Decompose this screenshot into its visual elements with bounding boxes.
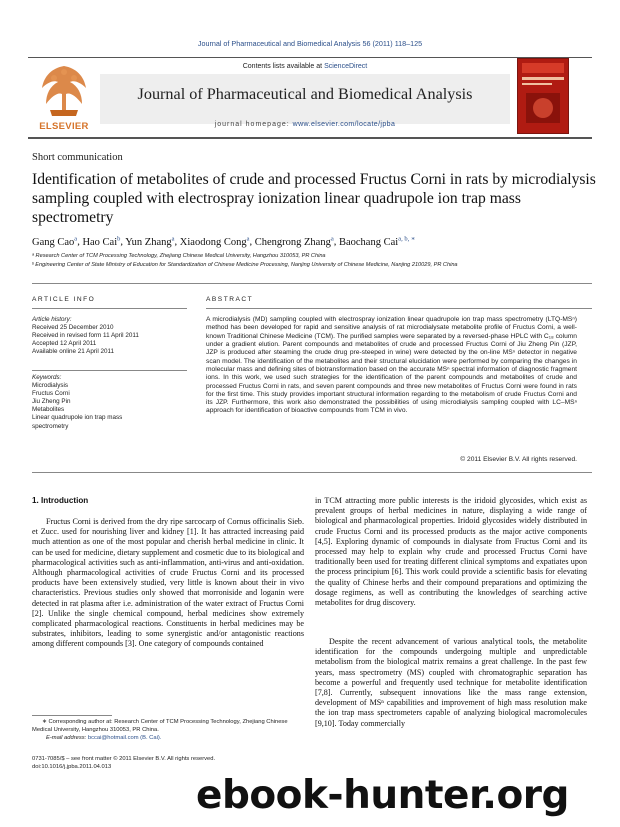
journal-homepage-line [100, 121, 510, 128]
author[interactable]: Chengrong Zhang$^a$ [254, 235, 334, 248]
elsevier-wordmark: ELSEVIER [39, 121, 89, 132]
journal-title: Journal of Pharmaceutical and Biomedical Analysis [137, 85, 473, 103]
journal-citation[interactable]: Journal of Pharmaceutical and Biomedical Analysis 56 (2011) 118–125 [197, 39, 423, 48]
intro-right-paragraph-2: Despite the recent advancement of various analytical tools, the metabolite identification for the compounds undergoing multiple and unpredictable metabolism from the biological matrix remains a great challenge. In the past few years, mass spectrometry (MS) coupled with chromatographic separation has become a powerful and frequently used technique for metabolite identification [7,8]. Currently, subsequent innovations like the mass range extension, development of MSⁿ capabilities and improvement of high mass resolution make the ion trap mass spectrometers capable of analyzing biological macromolecules [9,10]. Today commercially [315, 637, 587, 728]
affiliation-a: ᵃ Research Center of TCM Processing Technology, Zhejiang Chinese Medical University, Hangzhou 310053, PR China [32, 253, 326, 259]
article-type: Short communication [32, 152, 123, 163]
author-list: Gang Cao$^a$, Hao Cai$^b$, Yun Zhang$^a$, Xiaodong Cong$^a$, Chengrong Zhang$^a$, Baochang Cai$^{a, b, ∗}$ [32, 235, 416, 248]
email-link[interactable]: bccai@hotmail.com (B. Cai). [87, 735, 162, 741]
abstract-heading: ABSTRACT [206, 296, 254, 303]
section-heading-introduction: 1. Introduction [32, 496, 89, 505]
keyword: spectrometry [32, 422, 69, 430]
divider [32, 283, 592, 284]
journal-cover-image [517, 58, 569, 134]
article-info-heading: ARTICLE INFO [32, 296, 96, 303]
keyword: Fructus Corni [32, 390, 70, 398]
divider [32, 308, 187, 309]
history-item: Available online 21 April 2011 [32, 348, 115, 356]
article-history-label: Article history: [32, 316, 72, 323]
issn-line: 0731-7085/$ – see front matter © 2011 Elsevier B.V. All rights reserved. [32, 756, 216, 762]
keyword: Linear quadrupole ion trap mass [32, 414, 123, 422]
author[interactable]: Gang Cao$^a$ [32, 235, 78, 248]
intro-left-column: Fructus Corni is derived from the dry ripe sarcocarp of Cornus officinalis Sieb. et Zucc. used for nourishing liver and kidney [1]. It has attracted increasing paid much attention as one of the most popular and cherish herbal medicine in clinic. It can be used for medicine, dietary supplement and cosmetic due to its biological and pharmacological activities such as anti-inflammation, anti-virus and anti-oxidation. Although pharmacological activities of crude Fructus Corni and its processed products have been extensively studied, very little is known about their in vivo characteristics. Previous studies only showed that morroniside and loganin were detected in rat plasma after i.e. administration of the water extract of Fructus Corni [2]. Unlike the single chemical compound, herbal medicines show extremely complicated pharmacological reactions. Constituents in herbal medicines may be substrates, inhibitors, leading to some synergistic and/or antagonistic reactions among different compounds [3]. One category of compounds contained [32, 517, 304, 649]
sciencedirect-link[interactable]: ScienceDirect [324, 63, 368, 70]
corresponding-author-note: ∗ Corresponding author at: Research Center of TCM Processing Technology, Zhejiang Chinese Medical University, Hangzhou 310053, PR China. [32, 719, 288, 733]
history-item: Received in revised form 11 April 2011 [32, 332, 139, 340]
footnote-rule [32, 715, 112, 716]
divider [206, 308, 592, 309]
article-history [32, 316, 182, 356]
email-label: E-mail address: [46, 735, 88, 741]
keyword: Metabolites [32, 406, 65, 414]
history-item: Accepted 12 April 2011 [32, 340, 97, 348]
author[interactable]: Yun Zhang$^a$ [125, 235, 175, 248]
keywords-block [32, 374, 182, 431]
divider [32, 472, 592, 473]
history-item: Received 25 December 2010 [32, 324, 114, 332]
divider [32, 370, 187, 371]
contents-line [100, 63, 510, 70]
email-line [46, 735, 318, 743]
doi-link[interactable]: doi:10.1016/j.jpba.2011.04.013 [32, 764, 112, 770]
author[interactable]: Baochang Cai$^{a, b, ∗}$ [338, 235, 416, 248]
author[interactable]: Hao Cai$^b$ [82, 235, 121, 248]
homepage-link[interactable]: www.elsevier.com/locate/jpba [292, 121, 396, 128]
keyword: Microdialysis [32, 382, 69, 390]
homepage-label: journal homepage: [214, 121, 293, 128]
author[interactable]: Xiaodong Cong$^a$ [179, 235, 250, 248]
affiliation-b: ᵇ Engineering Center of State Ministry of Education for Standardization of Chinese Medicine Processing, Nanjing University of Chinese Medicine, Nanjing 210029, PR China [32, 262, 458, 268]
watermark-text: ebook-hunter.org [196, 773, 569, 818]
contents-prefix: Contents lists available at [242, 63, 325, 70]
paper-title: Identification of metabolites of crude and processed Fructus Corni in rats by microdialysis sampling coupled with electrospray ionization linear quadrupole ion trap mass spectrometry [32, 171, 596, 226]
copyright-notice: © 2011 Elsevier B.V. All rights reserved. [460, 456, 577, 463]
intro-right-paragraph-1: in TCM attracting more public interests is the iridoid glycosides, which exist as prevalent groups of herbal medicines in nature, displaying a wide range of biological and pharmacological properties. Iridoid glycosides widely distributed in crude Fructus Corni and its processed products as the major active components [4,5]. Exploring dynamic of compounds in dialysate from Fructus Corni and its processed may help to explain why crude and processed Fructus Corni have traditionally been used for treating different clinical symptoms and expatiates upon the process principium [6]. This work could provide a scientific basis for elevating the quality of Chinese herbs and their compound preparations and optimizing the dosage regimens, as well as contributing the knowledges of searching active metabolites for drug discovery. [315, 496, 587, 608]
abstract-text: A microdialysis (MD) sampling coupled with electrospray ionization linear quadrupole ion trap mass spectrometry (LTQ-MSⁿ) method has been developed for rapid and sensitive analysis of rat microdialysate metabolite profile of Fructus Corni, a well-known Traditional Chinese Medicine (TCM). The purified samples were separated by a reversed-phase HPLC with C₁₈ column under a gradient elution. Parent compounds and metabolites of crude and processed Fructus Corni of Jiu Zheng Pin (JZP, JZP is produced after steaming the crude drug pre-steeped in wine) were detected by the on-line MSⁿ detector in negative scan model. The identification of the metabolites and their structural elucidation were performed by comparing the changes in molecular mass and defining sites of biotransformation based on the accurate MSⁿ spectral information of diagnostic fragment ions. In this work, we used such strategies for the identification of the parent compounds and metabolites of crude and processed Fructus Corni in rats, and seven parent compounds and three new metabolites of Fructus Corni were found in rats for the first time. This study provides important structural information regarding to the metabolism of crude Fructus Corni and its JZP. Furthermore, this work also demonstrated the possibilities of using microdialysis sampling coupled with LC–MSⁿ approach for identification of bioactive compounds from TCM in vivo. [206, 316, 577, 415]
keywords-label: Keywords: [32, 374, 62, 381]
keyword: Jiu Zheng Pin [32, 398, 71, 406]
